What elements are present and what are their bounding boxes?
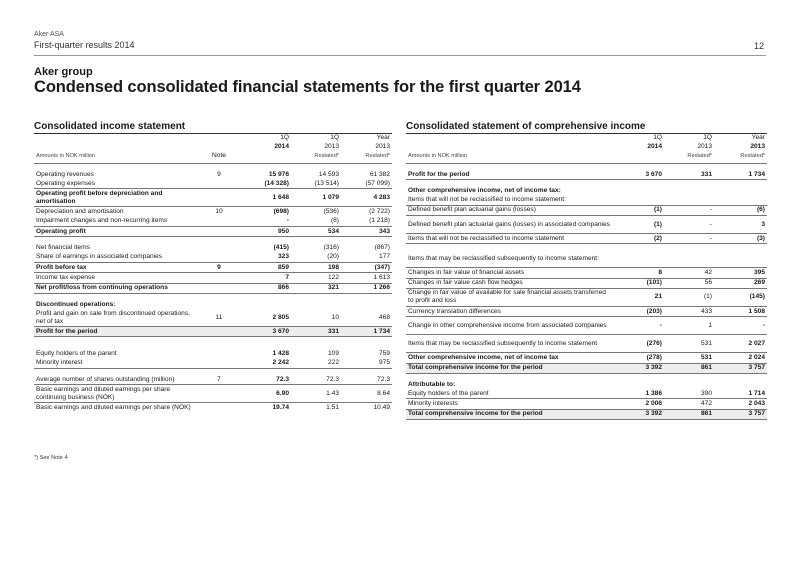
value-prior: (1 218) bbox=[341, 217, 392, 227]
col-header-year: 2013 bbox=[375, 142, 390, 150]
col-header-restated bbox=[239, 152, 291, 164]
value-prior: (57 099) bbox=[341, 179, 392, 189]
table-row bbox=[34, 349, 392, 358]
value-current bbox=[612, 250, 664, 268]
group-heading: Aker group bbox=[34, 66, 93, 78]
col-header-q: 1Q bbox=[280, 133, 289, 141]
value-current: 15 976 bbox=[268, 170, 289, 178]
col-header-restated: Restated* bbox=[714, 152, 767, 164]
value-prior: 534 bbox=[291, 227, 341, 237]
col-header-restated: Restated* bbox=[341, 152, 392, 164]
header-divider bbox=[34, 55, 766, 56]
col-header-year: 2014 bbox=[647, 142, 662, 150]
value-current: 19.74 bbox=[272, 403, 289, 411]
row-label: Change in other comprehensive income from associated companies bbox=[406, 317, 612, 335]
value-prior: 4 283 bbox=[341, 189, 392, 207]
table-row bbox=[406, 353, 767, 363]
value-prior: 1 734 bbox=[341, 327, 392, 337]
value-prior bbox=[341, 300, 392, 309]
col-header-restated bbox=[612, 152, 664, 164]
value-prior bbox=[291, 300, 341, 309]
table-row bbox=[34, 170, 392, 179]
value-current: 7 bbox=[239, 273, 291, 283]
row-label: Depreciation and amortisation bbox=[36, 208, 124, 216]
value-prior: (316) bbox=[323, 244, 339, 252]
value-prior: 1.51 bbox=[326, 403, 339, 411]
value-current: (2) bbox=[612, 234, 664, 244]
value-prior: - bbox=[714, 317, 767, 335]
table-row bbox=[34, 300, 392, 309]
row-label: Defined benefit plan actuarial gains (losses) in associated companies bbox=[406, 216, 612, 234]
row-label: Currency translation differences bbox=[406, 306, 612, 316]
col-header-q: Year bbox=[751, 133, 765, 141]
value-prior bbox=[664, 380, 714, 389]
value-prior bbox=[714, 380, 767, 389]
value-prior: 2 027 bbox=[714, 335, 767, 353]
row-label: Net financial items bbox=[36, 244, 90, 252]
col-header-year: 2014 bbox=[274, 142, 289, 150]
table-row bbox=[34, 189, 392, 207]
table-row bbox=[34, 327, 392, 337]
value-prior: 759 bbox=[378, 350, 390, 358]
row-note bbox=[199, 327, 239, 337]
value-prior: 14 593 bbox=[318, 170, 339, 178]
value-current: - bbox=[612, 317, 664, 335]
value-prior: 468 bbox=[341, 309, 392, 327]
row-note bbox=[199, 403, 239, 413]
value-current: (278) bbox=[612, 353, 664, 363]
value-current: 2 242 bbox=[239, 359, 291, 369]
row-label: Basic earnings and diluted earnings per share (NOK) bbox=[36, 403, 191, 411]
value-current: 859 bbox=[239, 262, 291, 272]
row-note bbox=[199, 273, 239, 283]
value-current: 2 006 bbox=[612, 399, 664, 409]
value-prior: 395 bbox=[714, 268, 767, 278]
value-current: 6.90 bbox=[239, 385, 291, 403]
value-prior: (145) bbox=[714, 288, 767, 306]
table-row bbox=[406, 234, 767, 244]
value-current: 72.3 bbox=[239, 375, 291, 385]
row-label: Profit for the period bbox=[406, 170, 612, 180]
table-row bbox=[406, 409, 767, 419]
value-prior: 331 bbox=[291, 327, 341, 337]
table-row bbox=[406, 288, 767, 306]
value-current: 3 392 bbox=[612, 363, 664, 373]
row-label: Income tax expense bbox=[34, 273, 199, 283]
table-row bbox=[406, 278, 767, 288]
value-prior: 531 bbox=[664, 353, 714, 363]
value-current: 1 428 bbox=[272, 350, 289, 358]
row-note bbox=[199, 300, 239, 309]
value-prior: 433 bbox=[664, 306, 714, 316]
value-prior: (2 722) bbox=[369, 208, 390, 216]
row-label: Operating revenues bbox=[36, 170, 94, 178]
table-row bbox=[406, 170, 767, 180]
value-prior: 61 382 bbox=[369, 170, 390, 178]
table-row bbox=[406, 268, 767, 278]
value-current: (14 328) bbox=[239, 179, 291, 189]
value-prior: (347) bbox=[341, 262, 392, 272]
row-label: Minority interest bbox=[34, 359, 199, 369]
value-prior: 343 bbox=[341, 227, 392, 237]
row-label: Items that may be reclassified subsequently to income statement bbox=[406, 335, 612, 353]
value-prior: 2 024 bbox=[714, 353, 767, 363]
row-label: Profit and gain on sale from discontinued operations, net of tax bbox=[34, 309, 199, 327]
value-prior: 109 bbox=[327, 350, 339, 358]
value-prior: (536) bbox=[323, 208, 339, 216]
value-prior: (13 514) bbox=[291, 179, 341, 189]
value-current: 2 805 bbox=[239, 309, 291, 327]
value-prior: 269 bbox=[714, 278, 767, 288]
row-note bbox=[199, 385, 239, 403]
row-label: Defined benefit plan actuarial gains (losses) bbox=[406, 205, 612, 215]
row-note: 9 bbox=[199, 262, 239, 272]
row-label: Impairment changes and non-recurring items bbox=[34, 217, 199, 227]
row-label: Items that may be reclassified subsequently to income statement: bbox=[406, 250, 612, 268]
value-prior: 10 bbox=[291, 309, 341, 327]
value-prior bbox=[664, 195, 714, 205]
row-label: Changes in fair value of financial assets bbox=[406, 268, 612, 278]
income-statement-title: Consolidated income statement bbox=[34, 121, 392, 134]
col-header-year: 2013 bbox=[324, 142, 339, 150]
value-prior: (3) bbox=[714, 234, 767, 244]
value-prior: 72.3 bbox=[291, 375, 341, 385]
value-prior: - bbox=[664, 234, 714, 244]
table-row bbox=[406, 317, 767, 335]
comprehensive-income-table bbox=[406, 133, 767, 420]
row-note bbox=[199, 349, 239, 358]
row-label: Total comprehensive income for the period bbox=[406, 363, 612, 373]
row-note bbox=[199, 179, 239, 189]
row-label: Discontinued operations: bbox=[36, 300, 116, 308]
value-prior: 222 bbox=[291, 359, 341, 369]
table-row bbox=[34, 243, 392, 252]
table-row bbox=[406, 250, 767, 268]
table-row bbox=[34, 179, 392, 189]
value-prior: 72.3 bbox=[341, 375, 392, 385]
row-label: Change in fair value of available for sale financial assets transferred to profit and loss bbox=[406, 288, 612, 306]
value-current: (1) bbox=[612, 205, 664, 215]
table-row bbox=[406, 216, 767, 234]
row-label: Average number of shares outstanding (million) bbox=[34, 375, 199, 385]
value-prior: 1 734 bbox=[714, 170, 767, 180]
table-row bbox=[406, 195, 767, 205]
units-label: Amounts in NOK million bbox=[406, 152, 612, 164]
row-label: Profit for the period bbox=[34, 327, 199, 337]
value-prior: 472 bbox=[664, 399, 714, 409]
value-current: 21 bbox=[612, 288, 664, 306]
table-row bbox=[406, 389, 767, 399]
comprehensive-income-title: Consolidated statement of comprehensive income bbox=[406, 121, 767, 134]
value-prior: 1.43 bbox=[291, 385, 341, 403]
row-label: Equity holders of the parent bbox=[406, 389, 612, 399]
row-label: Total comprehensive income for the period bbox=[406, 409, 612, 419]
row-label: Share of earnings in associated companies bbox=[34, 253, 199, 263]
table-row bbox=[34, 253, 392, 263]
value-prior: 531 bbox=[664, 335, 714, 353]
value-current: 3 670 bbox=[239, 327, 291, 337]
table-row bbox=[406, 380, 767, 389]
row-note bbox=[199, 189, 239, 207]
value-prior: 861 bbox=[664, 363, 714, 373]
value-prior: 42 bbox=[664, 268, 714, 278]
value-prior: 8.64 bbox=[341, 385, 392, 403]
table-row bbox=[34, 403, 392, 413]
table-row bbox=[34, 359, 392, 369]
value-prior bbox=[714, 195, 767, 205]
value-current: 950 bbox=[239, 227, 291, 237]
table-row bbox=[34, 273, 392, 283]
value-current: 1 648 bbox=[239, 189, 291, 207]
footnote: *) See Note 4 bbox=[34, 455, 68, 461]
col-header-q: 1Q bbox=[330, 133, 339, 141]
report-title: First-quarter results 2014 bbox=[34, 40, 135, 50]
value-prior: 3 757 bbox=[714, 409, 767, 419]
value-prior: 1 508 bbox=[714, 306, 767, 316]
value-prior: 56 bbox=[664, 278, 714, 288]
value-prior: 1 714 bbox=[714, 389, 767, 399]
value-current bbox=[612, 380, 664, 389]
row-label: Equity holders of the parent bbox=[36, 350, 117, 358]
value-current: 3 392 bbox=[612, 409, 664, 419]
value-current: (101) bbox=[612, 278, 664, 288]
row-note bbox=[199, 243, 239, 252]
value-current: (698) bbox=[273, 208, 289, 216]
value-current: (1) bbox=[612, 216, 664, 234]
row-label: Operating profit bbox=[34, 227, 199, 237]
page-title: Condensed consolidated financial statements for the first quarter 2014 bbox=[34, 78, 581, 96]
value-prior: 975 bbox=[341, 359, 392, 369]
table-row bbox=[406, 363, 767, 373]
value-prior: 861 bbox=[664, 409, 714, 419]
row-label: Attributable to: bbox=[408, 380, 456, 388]
row-label: Other comprehensive income, net of income tax: bbox=[408, 186, 561, 194]
value-prior: 2 043 bbox=[714, 399, 767, 409]
row-label: Operating profit before depreciation and amortisation bbox=[34, 189, 199, 207]
table-row bbox=[406, 335, 767, 353]
value-prior: 198 bbox=[291, 262, 341, 272]
value-prior: 1 bbox=[664, 317, 714, 335]
col-header-q: Year bbox=[376, 133, 390, 141]
value-prior: - bbox=[664, 216, 714, 234]
value-prior bbox=[714, 186, 767, 195]
row-note bbox=[199, 227, 239, 237]
value-current: 8 bbox=[612, 268, 664, 278]
value-current bbox=[612, 186, 664, 195]
units-label: Amounts in NOK million bbox=[34, 152, 199, 164]
table-row bbox=[34, 283, 392, 293]
note-header: Note bbox=[199, 152, 239, 164]
table-row bbox=[34, 385, 392, 403]
company-name: Aker ASA bbox=[34, 31, 64, 38]
table-row bbox=[34, 262, 392, 272]
row-note bbox=[199, 217, 239, 227]
row-note: 11 bbox=[199, 309, 239, 327]
value-prior: 1 079 bbox=[291, 189, 341, 207]
value-prior: 331 bbox=[664, 170, 714, 180]
value-current: 1 386 bbox=[612, 389, 664, 399]
value-current bbox=[612, 195, 664, 205]
value-prior: 1 266 bbox=[341, 283, 392, 293]
page-number: 12 bbox=[753, 41, 764, 51]
row-label: Operating expenses bbox=[34, 179, 199, 189]
table-row bbox=[34, 309, 392, 327]
value-prior bbox=[714, 250, 767, 268]
table-row bbox=[406, 306, 767, 316]
income-statement-table bbox=[34, 133, 392, 413]
table-row bbox=[406, 205, 767, 215]
value-prior: (6) bbox=[714, 205, 767, 215]
row-label: Items that will not be reclassified to income statement bbox=[406, 234, 612, 244]
row-label: Items that will not be reclassified to income statement: bbox=[406, 195, 612, 205]
table-row bbox=[34, 217, 392, 227]
row-label: Minority interests bbox=[406, 399, 612, 409]
value-prior: 321 bbox=[291, 283, 341, 293]
row-label: Basic earnings and diluted earnings per share continuing business (NOK) bbox=[34, 385, 199, 403]
col-header-q: 1Q bbox=[653, 133, 662, 141]
value-prior: 3 757 bbox=[714, 363, 767, 373]
value-prior bbox=[664, 186, 714, 195]
value-current: (203) bbox=[612, 306, 664, 316]
col-header-restated: Restated* bbox=[664, 152, 714, 164]
value-prior bbox=[664, 250, 714, 268]
col-header-q: 1Q bbox=[703, 133, 712, 141]
value-current: 866 bbox=[239, 283, 291, 293]
table-row bbox=[34, 207, 392, 217]
value-prior: - bbox=[664, 205, 714, 215]
row-note bbox=[199, 253, 239, 263]
value-prior: (20) bbox=[291, 253, 341, 263]
row-note bbox=[199, 283, 239, 293]
value-current: - bbox=[239, 217, 291, 227]
row-note: 7 bbox=[199, 375, 239, 385]
value-prior: 177 bbox=[341, 253, 392, 263]
value-prior: (867) bbox=[374, 244, 390, 252]
value-current bbox=[239, 300, 291, 309]
value-current: (415) bbox=[273, 244, 289, 252]
table-row bbox=[406, 186, 767, 195]
row-note: 9 bbox=[217, 170, 221, 178]
value-prior: (1) bbox=[664, 288, 714, 306]
col-header-year: 2013 bbox=[697, 142, 712, 150]
value-prior: 122 bbox=[291, 273, 341, 283]
table-row bbox=[34, 227, 392, 237]
row-label: Profit before tax bbox=[34, 262, 199, 272]
value-current: 3 670 bbox=[612, 170, 664, 180]
row-label: Other comprehensive income, net of income tax bbox=[406, 353, 612, 363]
row-label: Changes in fair value cash flow hedges bbox=[406, 278, 612, 288]
value-prior: 390 bbox=[664, 389, 714, 399]
col-header-year: 2013 bbox=[750, 142, 765, 150]
value-current: (276) bbox=[612, 335, 664, 353]
value-prior: 1 613 bbox=[341, 273, 392, 283]
value-current: 323 bbox=[239, 253, 291, 263]
value-prior: (8) bbox=[291, 217, 341, 227]
value-prior: 10.49 bbox=[373, 403, 390, 411]
row-note: 10 bbox=[215, 208, 223, 216]
row-note bbox=[199, 359, 239, 369]
col-header-restated: Restated* bbox=[291, 152, 341, 164]
table-row bbox=[406, 399, 767, 409]
value-prior: 3 bbox=[714, 216, 767, 234]
row-label: Net profit/loss from continuing operations bbox=[34, 283, 199, 293]
table-row bbox=[34, 375, 392, 385]
